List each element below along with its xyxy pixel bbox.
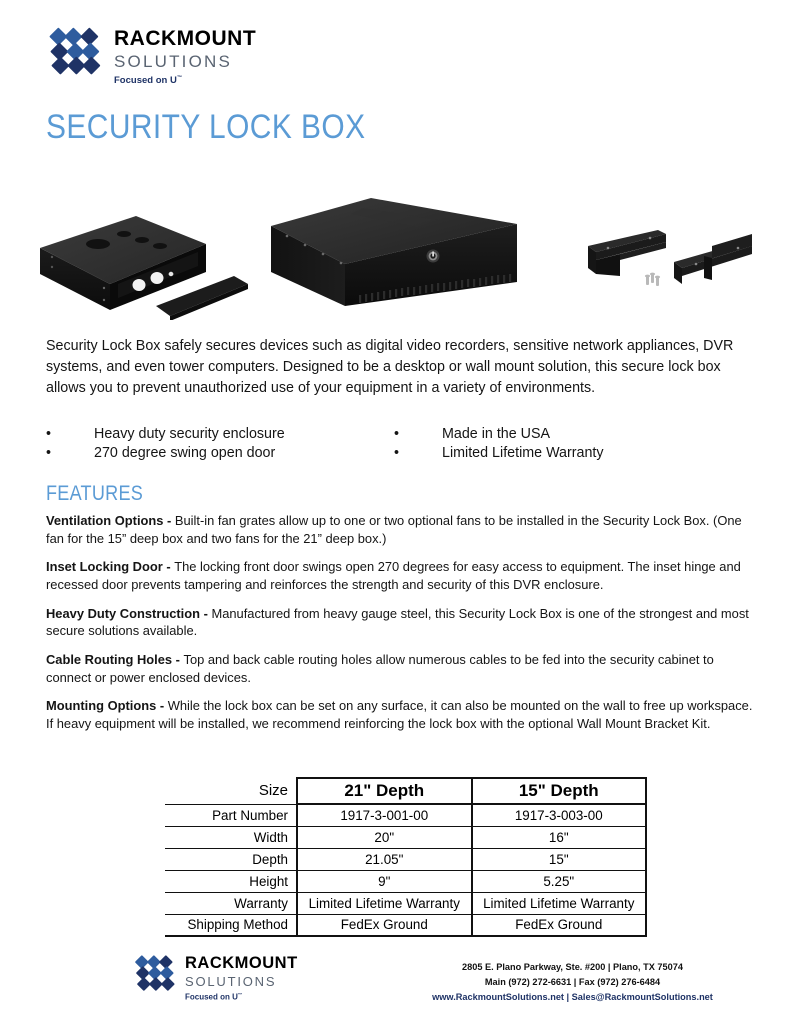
row-label: Shipping Method [165,914,297,936]
product-description: Security Lock Box safely secures devices such as digital video recorders, sensitive network appliances, DVR systems, and even tower computers. Designed to be a desktop or wall mount solution, this secure lock box allows you to prevent unauthorized use of your equipment in a variety of environments. [46,338,734,396]
header-logo-wordmark [114,28,256,86]
specifications-table [165,777,647,937]
brand-name-secondary: SOLUTIONS [114,52,233,71]
header-logo [52,28,256,86]
feature-body: The locking front door swings open 270 degrees for easy access to equipment. The inset hinge and recessed door prevents tampering and reinforces the strength and security of this DVR enclosure. [46,559,741,593]
feature-body: Manufactured from heavy gauge steel, this Security Lock Box is one of the strongest and most secure solutions available. [46,605,749,639]
row-value-15: 16" [472,826,647,848]
feature-title: Ventilation Options - [46,513,175,528]
footer-phone: Main (972) 272-6631 | Fax (972) 276-6484 [484,976,661,987]
rackmount-diamond-logo-icon [52,30,104,80]
product-image-wall-mount-brackets [586,222,756,297]
table-header-15-depth: 15" Depth [472,778,647,804]
product-image-lock-box-closed [267,194,525,323]
feature-inset-locking-door [46,558,762,593]
feature-heavy-duty-construction [46,605,762,640]
table-header-21-depth: 21" Depth [297,778,472,804]
row-value-21: 20" [297,826,472,848]
brand-name-secondary: SOLUTIONS [185,973,277,989]
list-item [394,425,604,444]
feature-body: Built-in fan grates allow up to one or two optional fans to be installed in the Security Lock Box. (One fan for the 15” deep box and two fans for the 21” deep box.) [46,513,742,546]
row-label: Width [165,826,297,848]
brand-tagline: Focused on U™ [114,75,183,87]
features-section-heading: FEATURES [46,482,144,505]
row-label: Warranty [165,892,297,914]
bullet-marker-icon: • [46,426,52,442]
product-image-row [0,172,791,320]
table-row [165,848,646,870]
table-header-row [165,778,646,804]
feature-title: Inset Locking Door - [46,559,175,575]
page-title: SECURITY LOCK BOX [46,108,366,146]
table-header-size: Size [165,778,297,804]
product-image-lock-box-door-open [38,200,263,325]
list-item [394,444,604,463]
footer-logo [137,955,298,1001]
row-label: Depth [165,848,297,870]
list-item-label: 270 degree swing open door [94,445,276,462]
list-item-label: Limited Lifetime Warranty [442,445,604,462]
brand-name-primary: RACKMOUNT [114,27,257,50]
bullet-marker-icon: • [394,445,400,462]
brand-name-primary: RACKMOUNT [185,954,298,972]
list-item-label: Heavy duty security enclosure [94,426,285,442]
row-label: Part Number [165,804,297,826]
footer-address: 2805 E. Plano Parkway, Ste. #200 | Plano, TX 75074 [462,962,683,972]
feature-ventilation-options [46,512,762,547]
feature-title: Mounting Options - [46,698,168,714]
row-value-15: Limited Lifetime Warranty [472,892,647,914]
footer-logo-wordmark [185,955,298,1001]
row-label: Height [165,870,297,892]
list-item [46,444,285,463]
table-row [165,892,646,914]
bullet-column-left [46,425,285,464]
footer-web-email[interactable]: www.RackmountSolutions.net | Sales@RackmountSolutions.net [432,991,713,1002]
list-item-label: Made in the USA [442,426,551,442]
feature-title: Heavy Duty Construction - [46,605,212,621]
bullet-column-right [394,425,604,464]
row-value-21: 9" [297,870,472,892]
bullet-marker-icon: • [46,445,52,462]
feature-cable-routing-holes [46,651,762,686]
rackmount-diamond-logo-icon [137,957,177,995]
row-value-21: 1917-3-001-00 [297,804,472,826]
table-row [165,870,646,892]
table-row [165,804,646,826]
row-value-21: Limited Lifetime Warranty [297,892,472,914]
specifications-table-wrapper [165,777,647,937]
feature-body: While the lock box can be set on any surface, it can also be mounted on the wall to free up workspace. If heavy equipment will be installed, we recommend reinforcing the lock box with the optional Wall Mount Bracket Kit. [46,698,753,732]
feature-title: Cable Routing Holes - [46,652,184,668]
row-value-15: FedEx Ground [472,914,647,936]
table-row [165,826,646,848]
row-value-15: 15" [472,848,647,870]
bullet-marker-icon: • [394,426,400,442]
row-value-21: 21.05" [297,848,472,870]
row-value-21: FedEx Ground [297,914,472,936]
features-list [46,512,762,744]
feature-mounting-options [46,697,762,732]
row-value-15: 5.25" [472,870,647,892]
brand-tagline: Focused on U™ [185,991,243,1002]
row-value-15: 1917-3-003-00 [472,804,647,826]
footer-contact-block [400,960,745,1005]
table-row [165,914,646,936]
list-item [46,425,285,444]
feature-body: Top and back cable routing holes allow numerous cables to be fed into the security cabinet to connect or power enclosed devices. [46,652,714,685]
